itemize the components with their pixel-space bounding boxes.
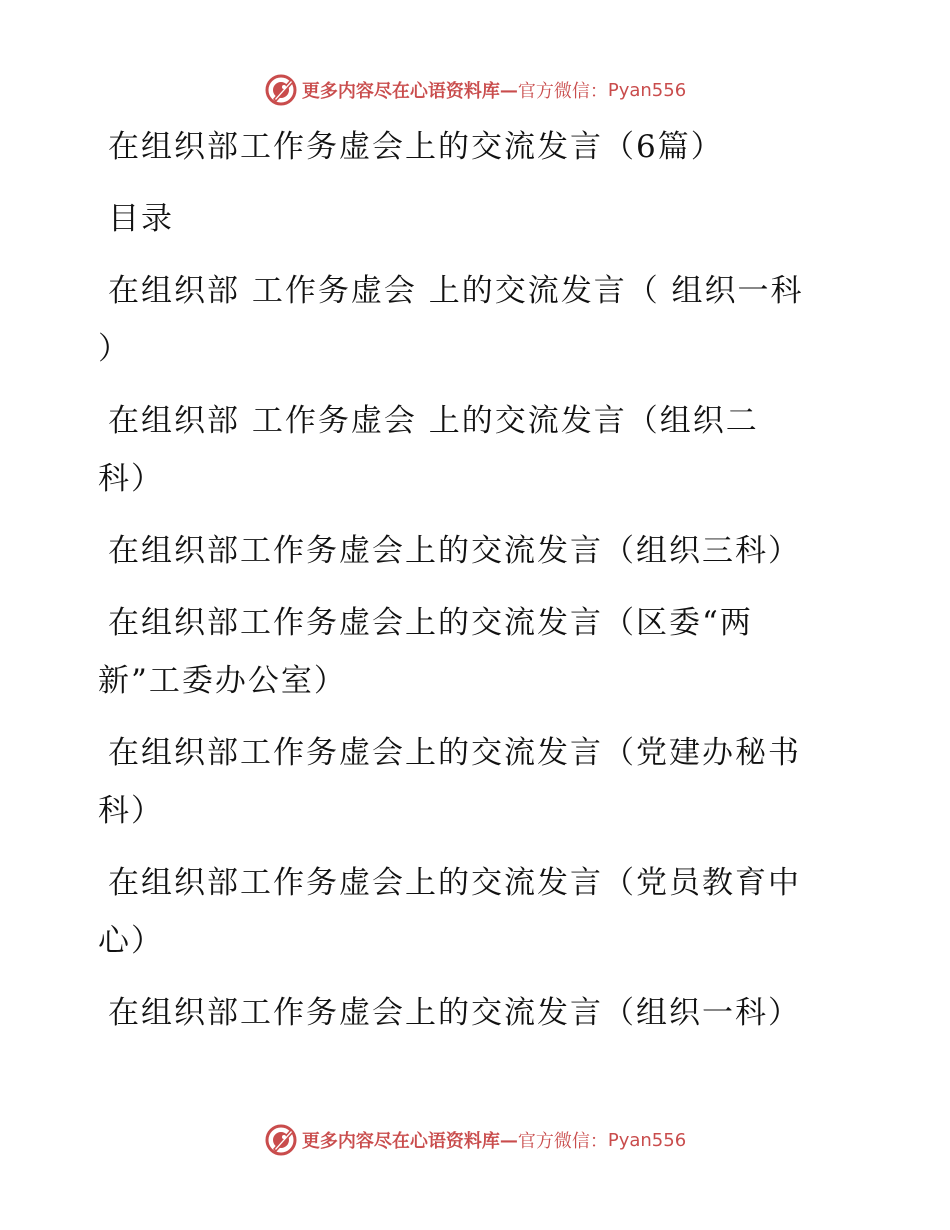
toc-item-line: ） [98,331,131,367]
toc-item[interactable] [98,522,858,580]
footer-watermark-banner [0,1120,950,1160]
banner-wechat-id: Pyan556 [607,79,687,101]
toc-item-line: 在组织部工作务虚会上的交流发言（党员教育中 [108,865,801,901]
document-title: 在组织部工作务虚会上的交流发言（6篇） [108,129,724,165]
toc-item-line: 在组织部 工作务虚会 上的交流发言（组织二 [108,403,759,439]
header-watermark-banner [0,70,950,110]
toc-item-line: 在组织部 工作务虚会 上的交流发言（ 组织一科 [108,273,804,309]
banner-wechat-label: 官方微信： [517,81,608,102]
toc-item-line: 心） [98,923,164,959]
toc-item-line: 在组织部工作务虚会上的交流发言（区委“两 [108,605,753,641]
toc-item[interactable] [98,724,858,840]
toc-item-line: 在组织部工作务虚会上的交流发言（组织一科） [108,995,801,1031]
banner-wechat-id: Pyan556 [607,1129,687,1151]
toc-item-line: 新”工委办公室） [98,663,347,699]
pen-logo-icon [264,73,298,107]
banner-wechat-label: 官方微信： [517,1131,608,1152]
pen-logo-icon [264,1123,298,1157]
banner-separator: — [499,79,518,101]
toc-item[interactable] [98,594,858,710]
toc-item-line: 科） [98,461,164,497]
toc-item[interactable] [98,984,858,1042]
toc-item[interactable] [98,392,858,508]
banner-separator: — [499,1129,518,1151]
document-body [98,118,858,1056]
banner-slogan: 更多内容尽在心语资料库 [301,1131,500,1152]
toc-item[interactable] [98,262,858,378]
toc-item-line: 科） [98,793,164,829]
toc-item-line: 在组织部工作务虚会上的交流发言（党建办秘书 [108,735,801,771]
toc-item-line: 在组织部工作务虚会上的交流发言（组织三科） [108,533,801,569]
banner-slogan: 更多内容尽在心语资料库 [301,81,500,102]
toc-item[interactable] [98,854,858,970]
toc-heading: 目录 [108,201,174,237]
